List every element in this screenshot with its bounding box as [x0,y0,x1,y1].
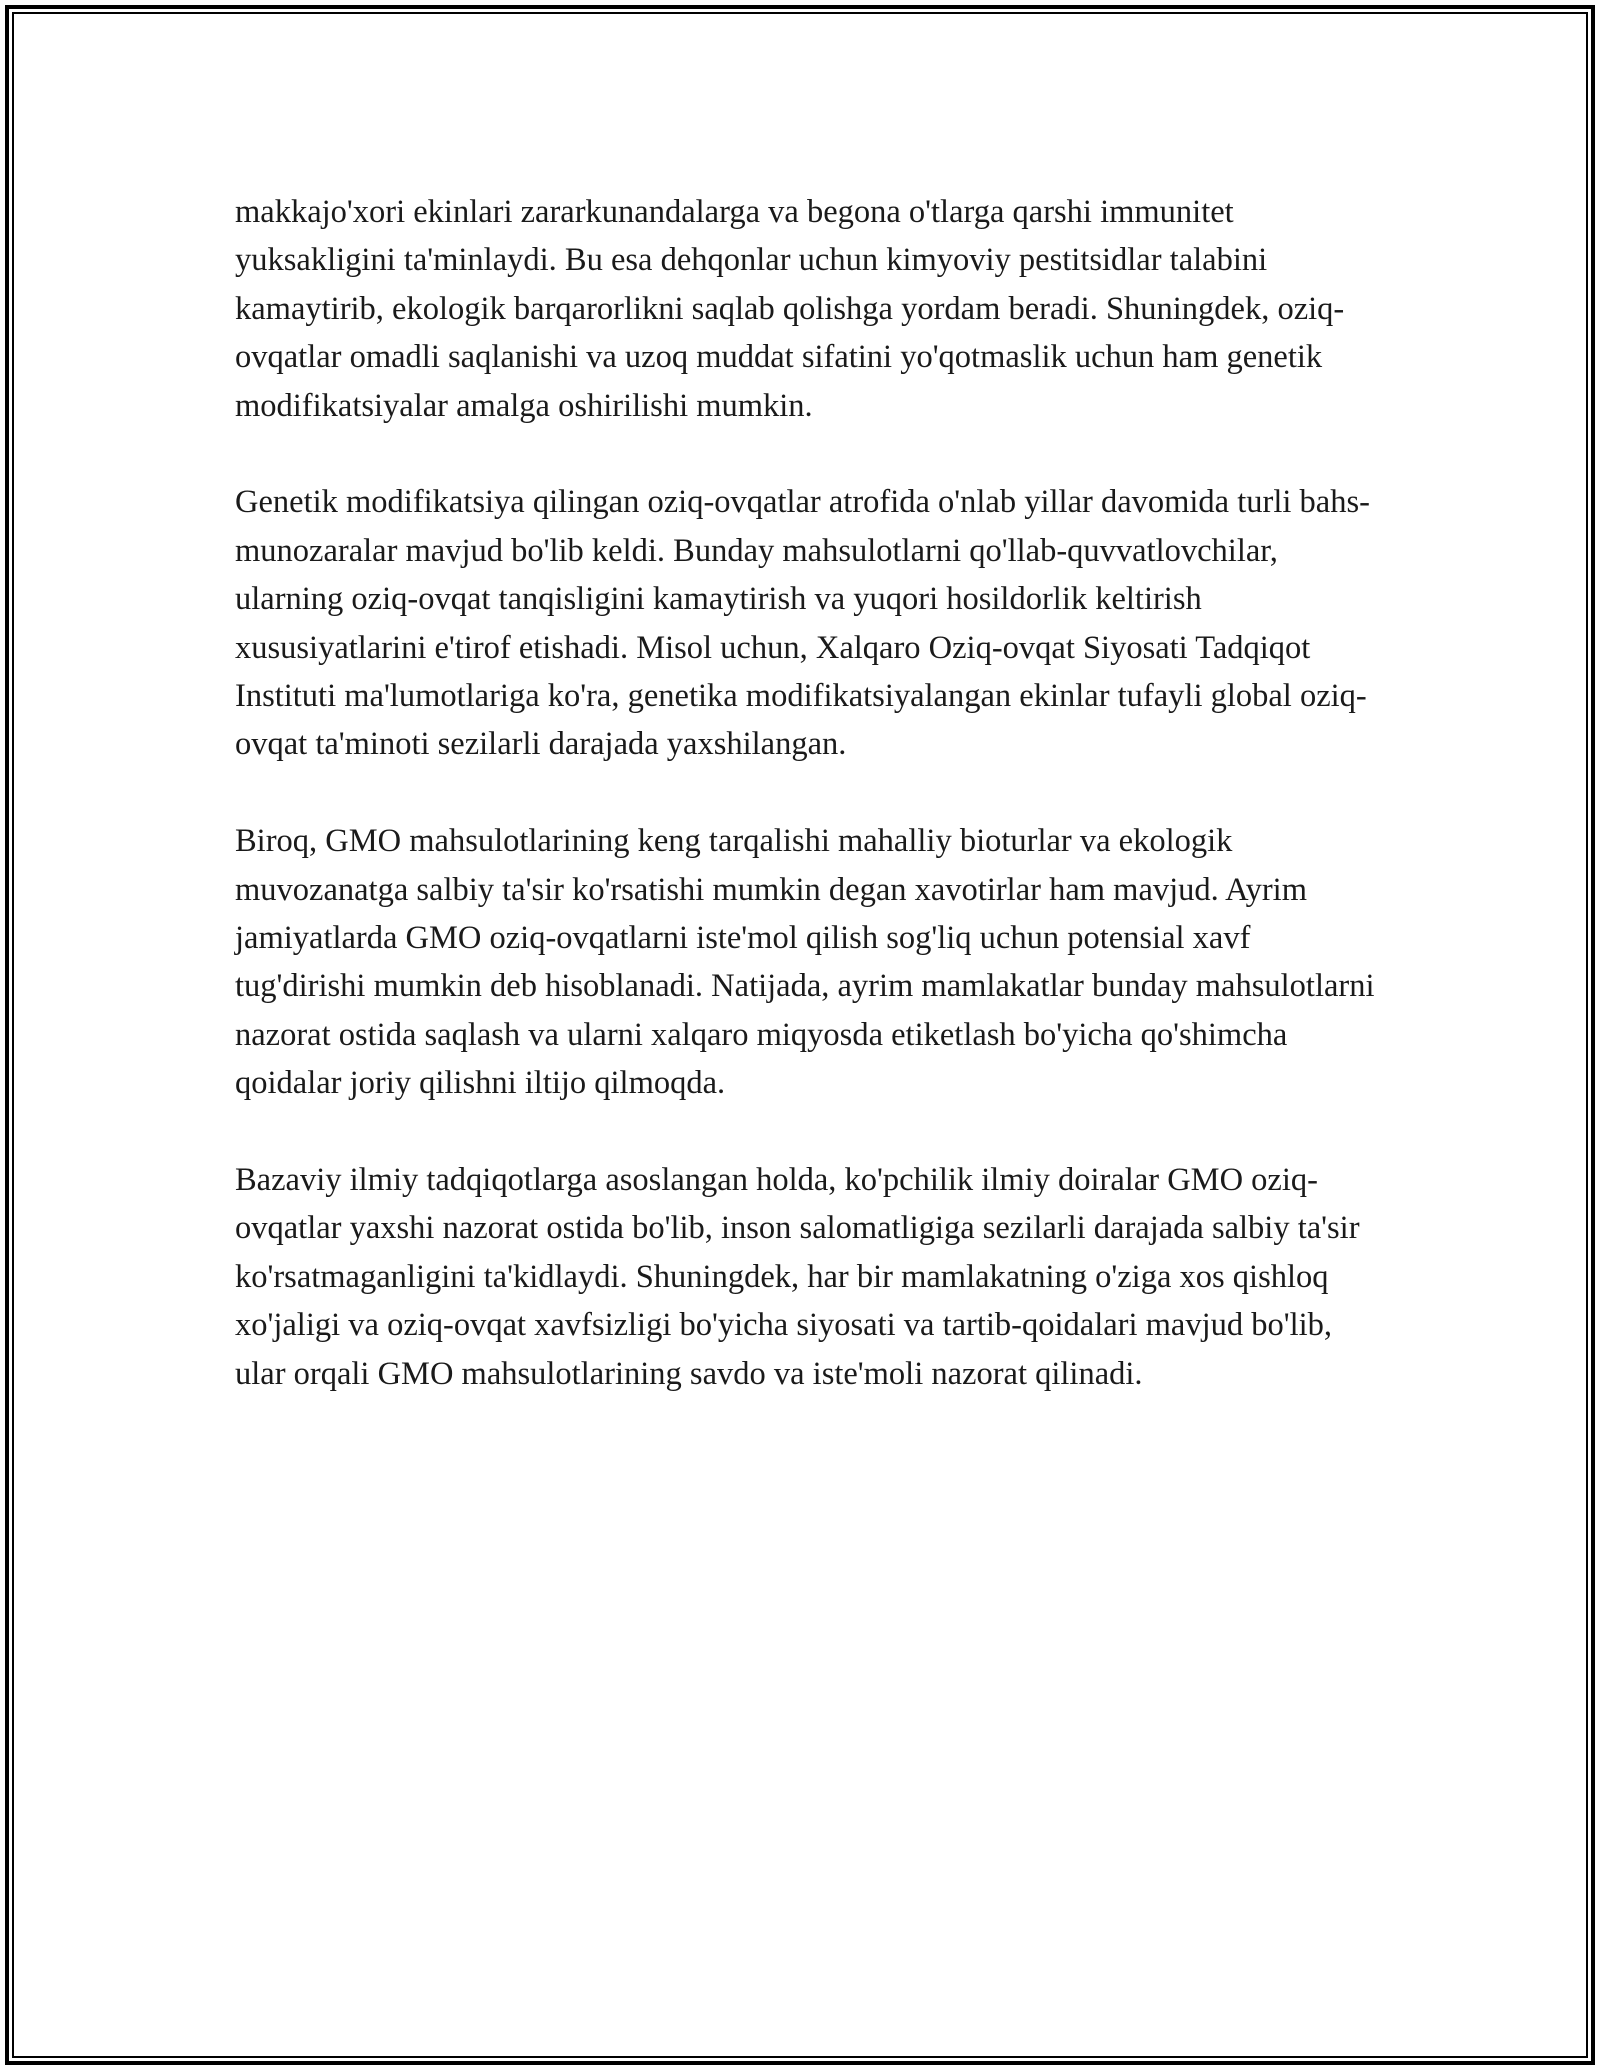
paragraph: makkajo'xori ekinlari zararkunandalarga va begona o'tlarga qarshi immunitet yuksakligini ta'minlaydi. Bu esa dehqonlar uchun kimyoviy pestitsidlar talabini kamaytirib, ekologik barqarorlikni saqlab qolishga yordam beradi. Shuningdek, oziq-ovqatlar omadli saqlanishi va uzoq muddat sifatini yo'qotmaslik uchun ham genetik modifikatsiyalar amalga oshirilishi mumkin. [235,194,1345,424]
paragraph: Genetik modifikatsiya qilingan oziq-ovqatlar atrofida o'nlab yillar davomida turli bahs-munozaralar mavjud bo'lib keldi. Bunday mahsulotlarni qo'llab-quvvatlovchilar, ularning oziq-ovqat tanqisligini kamaytirish va yuqori hosildorlik keltirish xususiyatlarini e'tirof etishadi. Misol uchun, Xalqaro Oziq-ovqat Siyosati Tadqiqot Instituti ma'lumotlariga ko'ra, genetika modifikatsiyalangan ekinlar tufayli global oziq-ovqat ta'minoti sezilarli darajada yaxshilangan. [235,484,1370,763]
paragraph: Biroq, GMO mahsulotlarining keng tarqalishi mahalliy bioturlar va ekologik muvozanatga salbiy ta'sir ko'rsatishi mumkin degan xavotirlar ham mavjud. Ayrim jamiyatlarda GMO oziq-ovqatlarni iste'mol qilish sog'liq uchun potensial xavf tug'dirishi mumkin deb hisoblanadi. Natijada, ayrim mamlakatlar bunday mahsulotlarni nazorat ostida saqlash va ularni xalqaro miqyosda etiketlash bo'yicha qo'shimcha qoidalar joriy qilishni iltijo qilmoqda. [235,823,1375,1102]
paragraph: Bazaviy ilmiy tadqiqotlarga asoslangan holda, ko'pchilik ilmiy doiralar GMO oziq-ovqatlar yaxshi nazorat ostida bo'lib, inson salomatligiga sezilarli darajada salbiy ta'sir ko'rsatmaganligini ta'kidlaydi. Shuningdek, har bir mamlakatning o'ziga xos qishloq xo'jaligi va oziq-ovqat xavfsizligi bo'yicha siyosati va tartib-qoidalari mavjud bo'lib, ular orqali GMO mahsulotlarining savdo va iste'moli nazorat qilinadi. [235,1162,1360,1392]
document-body [235,188,1385,1398]
